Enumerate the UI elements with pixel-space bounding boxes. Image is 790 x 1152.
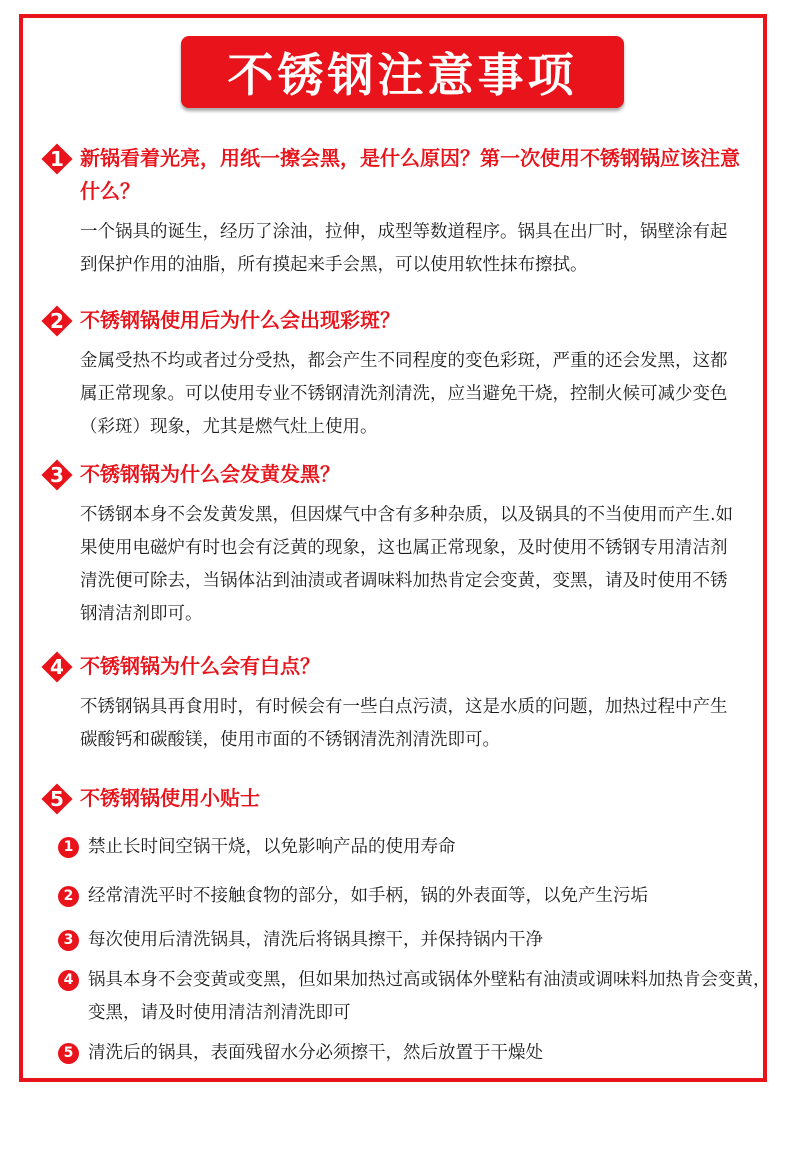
tip-item-5 (58, 1037, 778, 1070)
circle-number-icon: 1 (58, 837, 79, 858)
question-answer: 一个锅具的诞生，经历了涂油，拉伸，成型等数道程序。锅具在出厂时，锅壁涂有起到保护作用的油脂，所有摸起来手会黑，可以使用软性抹布擦拭。 (80, 222, 728, 275)
tip-text: 清洗后的锅具，表面残留水分必须擦干，然后放置于干燥处 (88, 1043, 543, 1063)
question-answer: 不锈钢本身不会发黄发黑，但因煤气中含有多种杂质，以及锅具的不当使用而产生.如果使用电磁炉有时也会有泛黄的现象，这也属正常现象，及时使用不锈钢专用清洁剂清洗便可除去，当锅体沾到油渍或者调味料加热肯定会变黄，变黑，请及时使用不锈钢清洁剂即可。 (80, 505, 734, 624)
question-title: 不锈钢锅为什么会有白点？ (80, 654, 320, 678)
tip-text: 锅具本身不会变黄或变黑，但如果加热过高或锅体外壁粘有油渍或调味料加热肯会变黄，变黑，请及时使用清洁剂清洗即可 (88, 970, 771, 1023)
question-heading (40, 458, 740, 491)
question-5 (40, 782, 740, 815)
diamond-number-icon: 1 (40, 142, 74, 176)
diamond-number-icon: 4 (40, 650, 74, 684)
circle-number-icon: 4 (58, 970, 79, 991)
question-title: 新锅看着光亮，用纸一擦会黑，是什么原因？第一次使用不锈钢锅应该注意什么？ (80, 146, 740, 203)
title-banner (181, 36, 624, 108)
question-heading (40, 782, 740, 815)
diamond-number-icon: 5 (40, 782, 74, 816)
tip-text: 经常清洗平时不接触食物的部分，如手柄，锅的外表面等，以免产生污垢 (88, 886, 648, 906)
circle-number-icon: 2 (58, 886, 79, 907)
tip-item-3 (58, 924, 778, 957)
circle-number-icon: 3 (58, 930, 79, 951)
question-2 (40, 304, 740, 444)
tip-item-4 (58, 964, 778, 1030)
question-heading (40, 304, 740, 337)
question-3 (40, 458, 740, 631)
question-4 (40, 650, 740, 757)
question-title: 不锈钢锅使用后为什么会出现彩斑？ (80, 308, 400, 332)
diamond-number-icon: 2 (40, 304, 74, 338)
question-heading (40, 650, 740, 683)
question-answer: 金属受热不均或者过分受热，都会产生不同程度的变色彩斑，严重的还会发黑，这都属正常现象。可以使用专业不锈钢清洗剂清洗，应当避免干烧，控制火候可减少变色（彩斑）现象，尤其是燃气灶上使用。 (80, 351, 728, 437)
tip-item-2 (58, 880, 778, 913)
question-title: 不锈钢锅为什么会发黄发黑？ (80, 462, 340, 486)
question-title: 不锈钢锅使用小贴士 (80, 786, 260, 810)
diamond-number-icon: 3 (40, 458, 74, 492)
question-1 (40, 142, 740, 282)
question-answer: 不锈钢锅具再食用时，有时候会有一些白点污渍，这是水质的问题，加热过程中产生碳酸钙和碳酸镁，使用市面的不锈钢清洗剂清洗即可。 (80, 697, 728, 750)
tip-item-1 (58, 831, 778, 864)
page-title: 不锈钢注意事项 (227, 48, 578, 102)
question-heading (40, 142, 740, 208)
tip-text: 禁止长时间空锅干烧，以免影响产品的使用寿命 (88, 837, 456, 857)
tip-text: 每次使用后清洗锅具，清洗后将锅具擦干，并保持锅内干净 (88, 930, 543, 950)
circle-number-icon: 5 (58, 1043, 79, 1064)
